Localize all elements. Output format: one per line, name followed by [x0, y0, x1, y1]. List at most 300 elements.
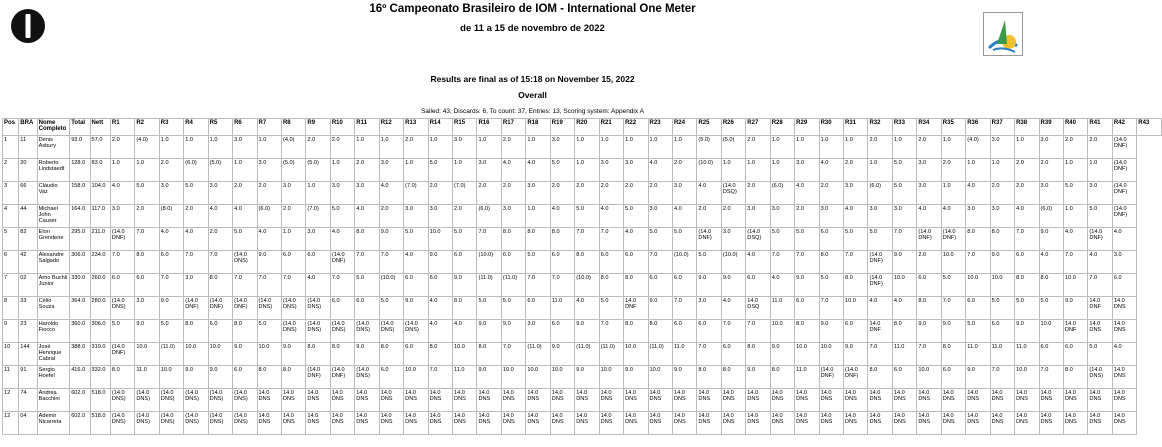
table-cell: 6.0 — [746, 274, 770, 297]
table-cell: 14.0 DNS — [990, 389, 1014, 412]
page-title: 16º Campeonato Brasileiro de IOM - International One Meter — [369, 3, 696, 15]
table-cell: (5.0) — [697, 136, 721, 159]
table-cell: 11 — [3, 366, 19, 389]
column-header: R35 — [941, 119, 965, 136]
table-cell: (14.0 DNS) — [159, 389, 183, 412]
table-cell: 10.0 — [892, 274, 916, 297]
table-cell: 8.0 — [721, 366, 745, 389]
table-cell: 14.0 DNS — [746, 389, 770, 412]
table-cell: (11.0) — [159, 343, 183, 366]
table-cell: 5.0 — [404, 228, 428, 251]
column-header: R29 — [795, 119, 819, 136]
table-cell: 9.0 — [501, 320, 525, 343]
table-cell: 14.0 DNS — [477, 412, 501, 435]
table-cell: 5.0 — [770, 228, 794, 251]
table-row — [3, 182, 1162, 205]
column-header: Pos — [3, 119, 19, 136]
table-cell: 5.0 — [526, 251, 550, 274]
table-cell: 5.0 — [1088, 205, 1112, 228]
column-header: Nett — [90, 119, 110, 136]
table-cell: 6.0 — [404, 274, 428, 297]
table-cell: 8.0 — [648, 320, 672, 343]
table-cell: 14.0 DNS — [1088, 320, 1112, 343]
table-cell: 319.0 — [90, 343, 110, 366]
table-cell: 3.0 — [453, 136, 477, 159]
table-cell: 14.0 DNS — [575, 412, 599, 435]
class-association-logo-icon — [983, 12, 1023, 56]
table-cell: 10.0 — [819, 343, 843, 366]
table-cell: 9.0 — [1015, 320, 1039, 343]
table-cell: 10.0 — [1039, 320, 1063, 343]
table-cell: 6.0 — [281, 251, 305, 274]
table-cell: 6.0 — [672, 274, 696, 297]
table-cell: 14.0 DNS — [844, 412, 868, 435]
table-cell: 6.0 — [672, 320, 696, 343]
table-cell: (14.0 DNF) — [1112, 136, 1136, 159]
table-cell: 5.0 — [233, 228, 257, 251]
column-header: R8 — [281, 119, 305, 136]
table-cell: 14.0 DNS — [721, 412, 745, 435]
table-cell: 4.0 — [1015, 205, 1039, 228]
table-cell: 9.0 — [575, 366, 599, 389]
table-cell: 12 — [3, 389, 19, 412]
table-cell: 3.0 — [379, 159, 403, 182]
table-cell: 6.0 — [599, 251, 623, 274]
table-cell: 9.0 — [990, 251, 1014, 274]
table-cell: 6.0 — [1039, 343, 1063, 366]
table-cell: 14.0 DNS — [770, 412, 794, 435]
table-cell: 4.0 — [550, 205, 574, 228]
table-cell: 1.0 — [599, 136, 623, 159]
table-cell: 8.0 — [330, 343, 354, 366]
table-cell: Alexandre Salgado — [37, 251, 70, 274]
column-header: R40 — [1063, 119, 1087, 136]
column-header: Total — [70, 119, 90, 136]
table-cell: (14.0 DNF) — [233, 297, 257, 320]
table-cell: 4.0 — [575, 297, 599, 320]
table-cell: 4.0 — [697, 182, 721, 205]
table-cell: 14.0 DNS — [917, 412, 941, 435]
table-cell: 1.0 — [526, 205, 550, 228]
table-cell: 10.0 — [599, 366, 623, 389]
table-cell: 9.0 — [819, 320, 843, 343]
table-cell: 1.0 — [159, 136, 183, 159]
table-cell: Elon Grendene — [37, 228, 70, 251]
table-cell: 1.0 — [281, 228, 305, 251]
table-cell: 6.0 — [550, 251, 574, 274]
table-cell: (10.0) — [721, 251, 745, 274]
table-cell: 7.0 — [599, 320, 623, 343]
table-cell: 3.0 — [550, 136, 574, 159]
column-header: R11 — [355, 119, 379, 136]
table-cell: (14.0 DNS) — [233, 389, 257, 412]
table-cell: (14.0 DNS) — [257, 297, 281, 320]
table-cell: 44 — [19, 205, 37, 228]
table-cell: 4.0 — [941, 205, 965, 228]
table-cell: 8.0 — [306, 343, 330, 366]
table-cell: Célio Souza — [37, 297, 70, 320]
table-cell: (14.0 DNS) — [110, 412, 134, 435]
table-cell: 8.0 — [917, 297, 941, 320]
table-cell: 1.0 — [379, 136, 403, 159]
table-cell: 6.0 — [355, 297, 379, 320]
table-cell: 2.0 — [110, 136, 134, 159]
table-cell: 4.0 — [257, 228, 281, 251]
table-cell: 3.0 — [306, 228, 330, 251]
table-cell: 7.0 — [355, 251, 379, 274]
table-cell: 14.0 DSQ — [746, 297, 770, 320]
table-cell: 8.0 — [624, 274, 648, 297]
table-cell: 9 — [3, 320, 19, 343]
table-cell: 2.0 — [746, 136, 770, 159]
table-cell: 518.0 — [90, 389, 110, 412]
table-cell: 7.0 — [135, 228, 159, 251]
table-cell: 5.0 — [1015, 297, 1039, 320]
table-cell: 6.0 — [404, 343, 428, 366]
table-cell: 14.0 DNS — [1112, 389, 1136, 412]
table-cell: 3.0 — [990, 136, 1014, 159]
table-cell: 6.0 — [1063, 343, 1087, 366]
table-cell: Arno Buchli Junior — [37, 274, 70, 297]
table-cell: 9.0 — [941, 320, 965, 343]
table-cell: 7.0 — [941, 297, 965, 320]
table-cell: 1.0 — [428, 136, 452, 159]
section-title: Overall — [518, 90, 547, 100]
table-cell: (14.0 DNS) — [1088, 366, 1112, 389]
table-cell: (7.0) — [306, 205, 330, 228]
table-cell: 3.0 — [672, 182, 696, 205]
table-row — [3, 297, 1162, 320]
table-cell: 14.0 DNS — [501, 412, 525, 435]
table-cell: 8.0 — [208, 274, 232, 297]
table-cell: (4.0) — [281, 136, 305, 159]
table-cell: 360.0 — [70, 320, 90, 343]
table-cell: 10.0 — [770, 320, 794, 343]
table-cell: 74 — [19, 389, 37, 412]
table-cell: (6.0) — [770, 182, 794, 205]
table-cell: 4.0 — [892, 297, 916, 320]
table-cell: 3.0 — [844, 182, 868, 205]
table-cell: 9.0 — [721, 274, 745, 297]
table-cell: 234.0 — [90, 251, 110, 274]
column-header: R33 — [892, 119, 916, 136]
table-row — [3, 343, 1162, 366]
table-cell: 5.0 — [550, 159, 574, 182]
table-cell: 9.0 — [233, 343, 257, 366]
table-cell: 14.0 DNS — [330, 412, 354, 435]
table-cell: 5.0 — [819, 274, 843, 297]
table-cell: 280.0 — [90, 297, 110, 320]
table-cell: 7.0 — [599, 228, 623, 251]
table-cell: 7.0 — [819, 297, 843, 320]
table-cell: (14.0 DNS) — [135, 412, 159, 435]
table-cell: 2.0 — [1039, 159, 1063, 182]
table-cell: 9.0 — [257, 251, 281, 274]
table-cell: 1.0 — [892, 136, 916, 159]
table-cell: 2.0 — [795, 205, 819, 228]
table-cell: 9.0 — [159, 297, 183, 320]
table-cell: 14.0 DNS — [892, 412, 916, 435]
table-cell: 7.0 — [844, 251, 868, 274]
table-cell: 3.0 — [795, 159, 819, 182]
table-cell: 4.0 — [819, 159, 843, 182]
table-cell: (8.0) — [159, 205, 183, 228]
table-cell: 6.0 — [330, 297, 354, 320]
table-cell: 8 — [3, 297, 19, 320]
table-cell: 9.0 — [966, 366, 990, 389]
table-cell: 14.0 DNS — [1015, 412, 1039, 435]
table-cell: Ademir Nicarreta — [37, 412, 70, 435]
table-cell: 5.0 — [868, 228, 892, 251]
table-cell: 14.0 DNS — [697, 389, 721, 412]
table-cell: 330.0 — [70, 274, 90, 297]
table-cell: 11 — [19, 136, 37, 159]
table-cell: 10.0 — [526, 366, 550, 389]
table-cell: 5.0 — [892, 159, 916, 182]
table-cell: (14.0 DNS) — [208, 412, 232, 435]
table-cell: 8.0 — [379, 343, 403, 366]
table-cell: 14.0 DNS — [501, 389, 525, 412]
table-cell: (14.0 DNS) — [159, 412, 183, 435]
table-cell: 2.0 — [184, 205, 208, 228]
table-cell: 2.0 — [208, 228, 232, 251]
table-cell: 5.0 — [257, 320, 281, 343]
table-cell: 4.0 — [672, 205, 696, 228]
table-row — [3, 320, 1162, 343]
table-cell: 2.0 — [844, 159, 868, 182]
table-cell: 3.0 — [355, 182, 379, 205]
table-cell: 7.0 — [257, 274, 281, 297]
table-cell: 3.0 — [526, 182, 550, 205]
table-cell: 1.0 — [575, 159, 599, 182]
table-cell: 5.0 — [355, 274, 379, 297]
table-cell: 9.0 — [208, 366, 232, 389]
table-cell: 11.0 — [1015, 343, 1039, 366]
table-cell: 10.0 — [184, 343, 208, 366]
table-cell: 7.0 — [770, 251, 794, 274]
table-cell: 6.0 — [624, 251, 648, 274]
table-cell: 6.0 — [233, 366, 257, 389]
table-cell: 1.0 — [672, 136, 696, 159]
table-cell: 14.0 DNS — [941, 389, 965, 412]
event-dates: de 11 a 15 de novembro de 2022 — [460, 23, 605, 34]
table-cell: 7.0 — [721, 320, 745, 343]
column-header: R41 — [1088, 119, 1112, 136]
table-cell: (14.0 DNF) — [1112, 159, 1136, 182]
table-cell: 10.0 — [1015, 366, 1039, 389]
table-cell: 14.0 DNS — [966, 389, 990, 412]
table-cell: (14.0 DNS) — [281, 297, 305, 320]
table-cell: (11.0) — [526, 343, 550, 366]
table-cell: 6.0 — [501, 251, 525, 274]
table-cell: 3.0 — [917, 182, 941, 205]
table-cell: 6.0 — [697, 320, 721, 343]
table-cell: 14.0 DNS — [624, 389, 648, 412]
table-cell: 7.0 — [110, 251, 134, 274]
table-cell: (5.0) — [208, 159, 232, 182]
table-cell: 14.0 DNS — [795, 389, 819, 412]
table-cell: 4.0 — [1112, 343, 1136, 366]
table-cell: 9.0 — [1039, 228, 1063, 251]
table-cell: 4.0 — [428, 320, 452, 343]
table-cell: 20 — [19, 159, 37, 182]
table-cell: 14.0 DNS — [648, 389, 672, 412]
table-cell: 7.0 — [990, 366, 1014, 389]
table-cell: Michael John Causer — [37, 205, 70, 228]
table-cell: 9.0 — [1063, 297, 1087, 320]
table-cell: 6.0 — [550, 320, 574, 343]
table-cell: (14.0 DNF) — [110, 228, 134, 251]
column-header: Nome Completo — [37, 119, 70, 136]
column-header: R42 — [1112, 119, 1136, 136]
column-header: R20 — [575, 119, 599, 136]
table-cell: 1.0 — [184, 136, 208, 159]
table-cell: 8.0 — [501, 228, 525, 251]
table-cell: Denis Asbury — [37, 136, 70, 159]
table-cell: 8.0 — [453, 297, 477, 320]
table-cell: 3.0 — [404, 205, 428, 228]
table-cell: (14.0 DNS) — [404, 320, 428, 343]
table-cell: 6 — [3, 251, 19, 274]
table-cell: 9.0 — [844, 343, 868, 366]
table-cell: 2.0 — [868, 136, 892, 159]
table-cell: 9.0 — [892, 251, 916, 274]
table-cell: 5.0 — [966, 320, 990, 343]
table-cell: 14.0 DNS — [1063, 389, 1087, 412]
table-cell: 9.0 — [648, 297, 672, 320]
table-cell: 3.0 — [1039, 182, 1063, 205]
table-cell: 3 — [3, 182, 19, 205]
table-cell: 6.0 — [721, 343, 745, 366]
table-cell: 1.0 — [135, 159, 159, 182]
table-cell: 8.0 — [599, 274, 623, 297]
table-cell: 306.0 — [90, 320, 110, 343]
table-cell: 5.0 — [1088, 343, 1112, 366]
table-cell: 14.0 DNS — [770, 389, 794, 412]
table-cell: 7.0 — [550, 274, 574, 297]
table-cell: 10.0 — [795, 343, 819, 366]
table-cell: 7.0 — [526, 274, 550, 297]
table-cell: 8.0 — [1063, 366, 1087, 389]
table-cell: 8.0 — [110, 366, 134, 389]
table-cell: 4.0 — [355, 205, 379, 228]
table-cell: (6.0) — [257, 205, 281, 228]
table-row — [3, 205, 1162, 228]
column-header: R30 — [819, 119, 843, 136]
table-cell: 14.0 DNS — [526, 412, 550, 435]
table-cell: 158.0 — [70, 182, 90, 205]
column-header: R38 — [1015, 119, 1039, 136]
table-cell: 14.0 DNS — [281, 389, 305, 412]
table-cell: 4.0 — [746, 251, 770, 274]
table-cell: 5.0 — [575, 205, 599, 228]
table-cell: 91 — [19, 366, 37, 389]
table-cell: 2.0 — [306, 136, 330, 159]
table-cell: 14.0 DNS — [453, 412, 477, 435]
table-cell: 1.0 — [257, 136, 281, 159]
table-cell: 9.0 — [453, 274, 477, 297]
table-cell: (14.0 DNS) — [233, 412, 257, 435]
table-cell: 9.0 — [477, 366, 501, 389]
table-cell: 7.0 — [795, 251, 819, 274]
table-cell: 211.0 — [90, 228, 110, 251]
column-header: R28 — [770, 119, 794, 136]
table-cell: (5.0) — [721, 136, 745, 159]
table-row — [3, 136, 1162, 159]
table-cell: 4.0 — [648, 159, 672, 182]
table-cell: 6.0 — [917, 274, 941, 297]
table-cell: (14.0 DNS) — [184, 389, 208, 412]
table-cell: 2.0 — [672, 159, 696, 182]
table-cell: 7.0 — [648, 251, 672, 274]
table-cell: 2.0 — [575, 182, 599, 205]
table-cell: 1.0 — [526, 136, 550, 159]
table-cell: 5.0 — [1063, 182, 1087, 205]
table-cell: 6.0 — [966, 297, 990, 320]
table-cell: 14.0 DNS — [379, 389, 403, 412]
table-cell: 2.0 — [233, 182, 257, 205]
table-cell: 14.0 DNS — [892, 389, 916, 412]
table-cell: 602.0 — [70, 389, 90, 412]
table-cell: 4.0 — [453, 320, 477, 343]
table-cell: 3.0 — [281, 182, 305, 205]
table-cell: (14.0 DNS) — [281, 320, 305, 343]
table-cell: 3.0 — [648, 205, 672, 228]
table-cell: 8.0 — [1039, 274, 1063, 297]
table-cell: 1.0 — [1088, 159, 1112, 182]
table-cell: 3.0 — [868, 205, 892, 228]
table-cell: 6.0 — [208, 320, 232, 343]
table-cell: 23 — [19, 320, 37, 343]
table-cell: 1.0 — [721, 159, 745, 182]
column-header: R36 — [966, 119, 990, 136]
table-cell: 5.0 — [844, 228, 868, 251]
table-cell: 2.0 — [721, 205, 745, 228]
table-cell: 9.0 — [672, 366, 696, 389]
table-cell: (5.0) — [281, 159, 305, 182]
table-cell: 1.0 — [990, 159, 1014, 182]
column-header: R31 — [844, 119, 868, 136]
table-cell: 10.0 — [966, 274, 990, 297]
table-cell: 2.0 — [1063, 136, 1087, 159]
column-header: R1 — [110, 119, 134, 136]
table-header-row — [3, 119, 1162, 136]
table-cell: 3.0 — [501, 205, 525, 228]
table-cell: (14.0 DNF) — [917, 228, 941, 251]
table-cell: 3.0 — [990, 205, 1014, 228]
table-cell: 7.0 — [697, 343, 721, 366]
table-cell: 83.0 — [90, 159, 110, 182]
table-cell: 1.0 — [941, 182, 965, 205]
table-cell: 9.0 — [379, 228, 403, 251]
table-cell: 2.0 — [550, 182, 574, 205]
column-header: R10 — [330, 119, 354, 136]
table-cell: 10.0 — [1063, 274, 1087, 297]
table-cell: 1.0 — [868, 159, 892, 182]
table-cell: 14.0 DNS — [257, 412, 281, 435]
table-cell: (14.0 DNS) — [233, 251, 257, 274]
table-cell: 1.0 — [355, 136, 379, 159]
table-cell: 1.0 — [208, 136, 232, 159]
table-cell: Cláudio Vaz — [37, 182, 70, 205]
table-cell: 14.0 DNS — [550, 412, 574, 435]
table-cell: 9.0 — [355, 343, 379, 366]
table-cell: 518.0 — [90, 412, 110, 435]
table-cell: 57.0 — [90, 136, 110, 159]
column-header: R13 — [404, 119, 428, 136]
table-cell: 14.0 DNS — [1015, 389, 1039, 412]
table-cell: 3.0 — [892, 205, 916, 228]
